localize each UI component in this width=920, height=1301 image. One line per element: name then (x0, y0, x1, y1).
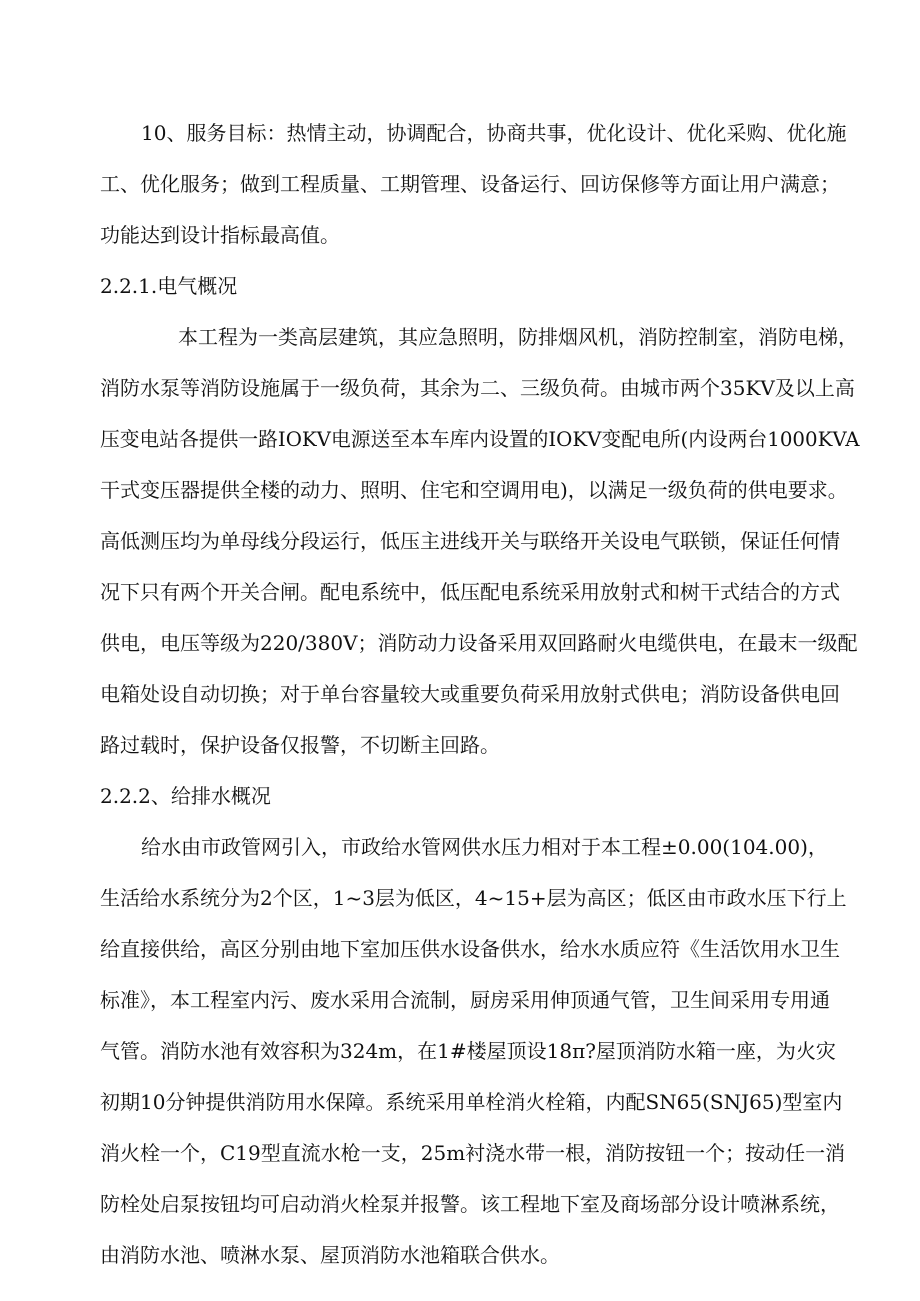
water-line-2: 生活给水系统分为2个区，1~3层为低区，4~15+层为高区；低区由市政水压下行上 (100, 886, 847, 910)
water-line-7: 消火栓一个，C19型直流水枪一支，25m衬浇水带一根，消防按钮一个；按动任一消 (100, 1141, 846, 1165)
electrical-line-3: 压变电站各提供一路IOKV电源送至本车库内设置的IOKV变配电所(内设两台1000KVA (100, 427, 860, 451)
electrical-line-1: 本工程为一类高层建筑，其应急照明，防排烟风机，消防控制室，消防电梯， (178, 325, 858, 349)
water-line-3: 给直接供给，高区分别由地下室加压供水设备供水，给水水质应符《生活饮用水卫生 (100, 937, 840, 961)
water-line-5: 气管。消防水池有效容积为324m，在1#楼屋顶设18π?屋顶消防水箱一座，为火灾 (100, 1039, 836, 1063)
electrical-line-9: 路过载时，保护设备仅报警，不切断主回路。 (100, 733, 500, 757)
electrical-line-2: 消防水泵等消防设施属于一级负荷，其余为二、三级负荷。由城市两个35KV及以上高 (100, 376, 855, 400)
water-line-6: 初期10分钟提供消防用水保障。系统采用单栓消火栓箱，内配SN65(SNJ65)型室内 (100, 1090, 843, 1114)
water-line-9: 由消防水池、喷淋水泵、屋顶消防水池箱联合供水。 (100, 1243, 560, 1267)
electrical-line-5: 高低测压均为单母线分段运行，低压主进线开关与联络开关设电气联锁，保证任何情 (100, 529, 840, 553)
service-target-line-3: 功能达到设计指标最高值。 (100, 223, 340, 247)
electrical-line-7: 供电，电压等级为220/380V；消防动力设备采用双回路耐火电缆供电，在最末一级配 (100, 631, 858, 655)
water-heading: 2.2.2、给排水概况 (100, 784, 271, 808)
water-line-4: 标准》，本工程室内污、废水采用合流制，厨房采用伸顶通气管，卫生间采用专用通 (100, 988, 830, 1012)
water-line-1: 给水由市政管网引入，市政给水管网供水压力相对于本工程±0.00(104.00)， (141, 835, 828, 859)
electrical-line-8: 电箱处设自动切换；对于单台容量较大或重要负荷采用放射式供电；消防设备供电回 (100, 682, 840, 706)
water-line-8: 防栓处启泵按钮均可启动消火栓泵并报警。该工程地下室及商场部分设计喷淋系统， (100, 1192, 840, 1216)
electrical-heading: 2.2.1.电气概况 (100, 274, 238, 298)
service-target-line-2: 工、优化服务；做到工程质量、工期管理、设备运行、回访保修等方面让用户满意； (100, 172, 840, 196)
electrical-line-6: 况下只有两个开关合闸。配电系统中，低压配电系统采用放射式和树干式结合的方式 (100, 580, 840, 604)
electrical-line-4: 干式变压器提供全楼的动力、照明、住宅和空调用电)，以满足一级负荷的供电要求。 (100, 478, 848, 502)
service-target-line-1: 10、服务目标：热情主动，协调配合，协商共事，优化设计、优化采购、优化施 (141, 121, 847, 145)
